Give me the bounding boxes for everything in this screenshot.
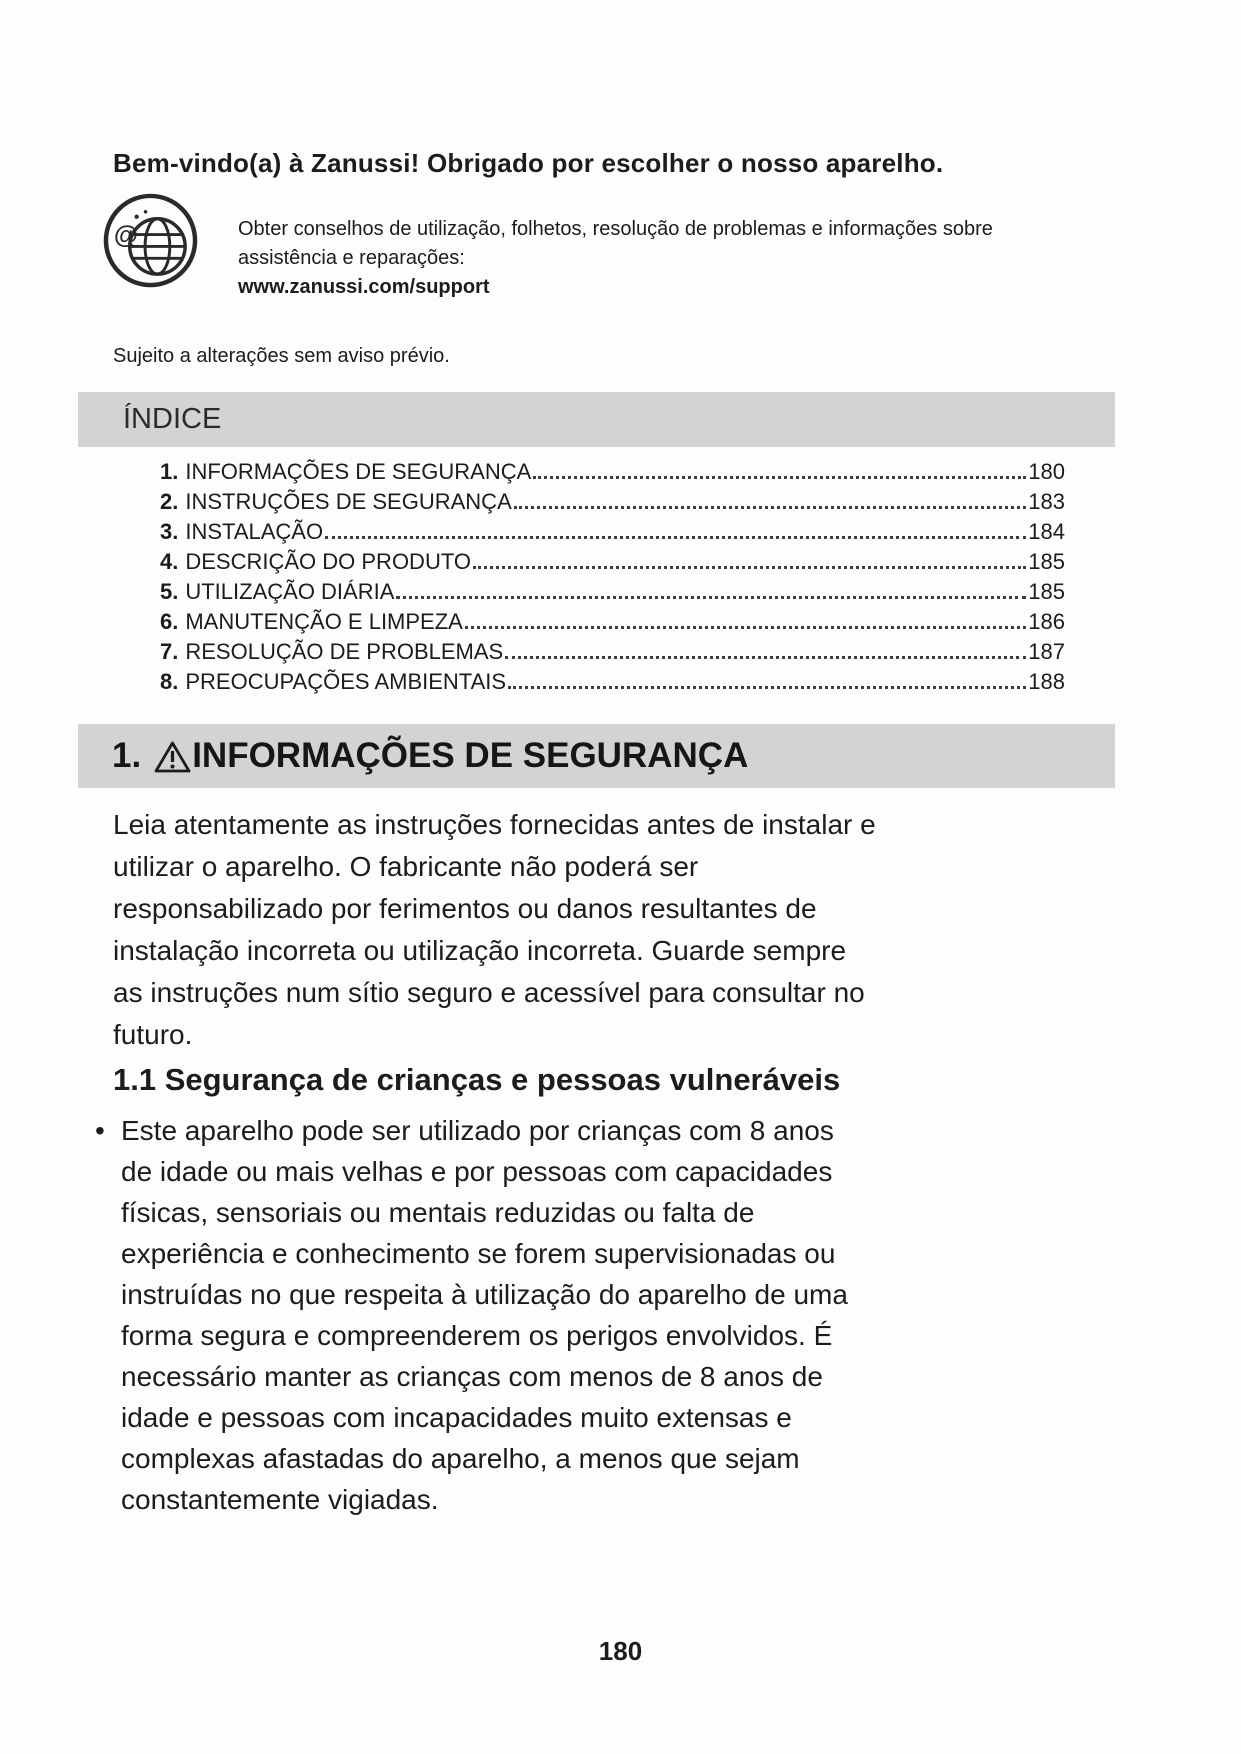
bullet-line: Este aparelho pode ser utilizado por crianças com 8 anos	[121, 1115, 834, 1146]
toc-item	[160, 579, 1065, 609]
subsection-heading: 1.1 Segurança de crianças e pessoas vulneráveis	[113, 1062, 841, 1097]
toc-item-number: 6.	[160, 609, 179, 634]
toc-item-page: 187	[1028, 639, 1065, 664]
toc-item-label: UTILIZAÇÃO DIÁRIA	[185, 579, 395, 604]
toc-item	[160, 669, 1065, 699]
toc-header-bar: ÍNDICE	[78, 392, 1115, 447]
support-info	[238, 215, 1028, 302]
toc-item-page: 180	[1028, 459, 1065, 484]
paragraph-line: as instruções num sítio seguro e acessível para consultar no	[113, 977, 865, 1008]
toc-item-page: 183	[1028, 489, 1065, 514]
toc-leader-dots	[325, 536, 1026, 539]
toc-item-page: 185	[1028, 549, 1065, 574]
toc-item-number: 2.	[160, 489, 179, 514]
toc-item	[160, 549, 1065, 579]
toc-item-page: 184	[1028, 519, 1065, 544]
support-text-line: assistência e reparações:	[238, 247, 465, 269]
toc-item	[160, 489, 1065, 519]
bullet-line: constantemente vigiadas.	[121, 1484, 439, 1515]
paragraph-line: responsabilizado por ferimentos ou danos resultantes de	[113, 893, 817, 924]
bullet-item	[95, 1110, 848, 1520]
toc-leader-dots	[508, 686, 1026, 689]
bullet-line: experiência e conhecimento se forem supervisionadas ou	[121, 1238, 836, 1269]
bullet-line: instruídas no que respeita à utilização do aparelho de uma	[121, 1279, 848, 1310]
section-title: INFORMAÇÕES DE SEGURANÇA	[192, 736, 749, 775]
globe-at-icon	[101, 191, 200, 290]
bullet-line: forma segura e compreenderem os perigos envolvidos. É	[121, 1320, 833, 1351]
toc-item-label: RESOLUÇÃO DE PROBLEMAS	[185, 639, 504, 664]
toc-item-page: 186	[1028, 609, 1065, 634]
toc-item	[160, 519, 1065, 549]
bullet-text	[121, 1110, 848, 1520]
toc-item-number: 1.	[160, 459, 179, 484]
toc-item-label: MANUTENÇÃO E LIMPEZA	[185, 609, 463, 634]
toc-item	[160, 639, 1065, 669]
page-title: Bem-vindo(a) à Zanussi! Obrigado por escolher o nosso aparelho.	[113, 148, 944, 178]
toc-item-label: INSTALAÇÃO	[185, 519, 324, 544]
toc-leader-dots	[514, 506, 1027, 509]
toc-item	[160, 609, 1065, 639]
toc-leader-dots	[505, 656, 1026, 659]
toc-item-label: DESCRIÇÃO DO PRODUTO	[185, 549, 471, 574]
section-number: 1.	[112, 736, 142, 775]
toc-item-number: 3.	[160, 519, 179, 544]
toc-list	[160, 459, 1065, 699]
bullet-line: complexas afastadas do aparelho, a menos que sejam	[121, 1443, 800, 1474]
toc-item-number: 5.	[160, 579, 179, 604]
toc-item-label: INSTRUÇÕES DE SEGURANÇA	[185, 489, 512, 514]
paragraph-line: utilizar o aparelho. O fabricante não poderá ser	[113, 851, 699, 882]
warning-triangle-icon	[154, 740, 191, 774]
bullet-line: necessário manter as crianças com menos de 8 anos de	[121, 1361, 823, 1392]
paragraph-line: instalação incorreta ou utilização incorreta. Guarde sempre	[113, 935, 847, 966]
support-text-line: Obter conselhos de utilização, folhetos, resolução de problemas e informações sobre	[238, 218, 993, 240]
toc-item-number: 8.	[160, 669, 179, 694]
svg-text:@: @	[113, 222, 139, 250]
bullet-line: físicas, sensoriais ou mentais reduzidas ou falta de	[121, 1197, 755, 1228]
change-notice: Sujeito a alterações sem aviso prévio.	[113, 345, 450, 367]
bullet-marker: •	[95, 1115, 105, 1146]
page-number: 180	[598, 1636, 643, 1666]
paragraph-line: Leia atentamente as instruções fornecidas antes de instalar e	[113, 809, 876, 840]
toc-item-number: 4.	[160, 549, 179, 574]
bullet-line: idade e pessoas com incapacidades muito extensas e	[121, 1402, 792, 1433]
toc-item-label: INFORMAÇÕES DE SEGURANÇA	[185, 459, 532, 484]
toc-item-number: 7.	[160, 639, 179, 664]
toc-leader-dots	[396, 596, 1026, 599]
toc-item-page: 185	[1028, 579, 1065, 604]
toc-item	[160, 459, 1065, 489]
toc-item-label: PREOCUPAÇÕES AMBIENTAIS	[185, 669, 507, 694]
bullet-line: de idade ou mais velhas e por pessoas com capacidades	[121, 1156, 833, 1187]
toc-leader-dots	[465, 626, 1026, 629]
support-url: www.zanussi.com/support	[238, 276, 490, 298]
section-heading-bar	[78, 724, 1115, 788]
paragraph-line: futuro.	[113, 1019, 193, 1050]
section-intro-paragraph	[113, 804, 876, 1056]
toc-item-page: 188	[1028, 669, 1065, 694]
toc-leader-dots	[533, 476, 1026, 479]
toc-leader-dots	[473, 566, 1026, 569]
